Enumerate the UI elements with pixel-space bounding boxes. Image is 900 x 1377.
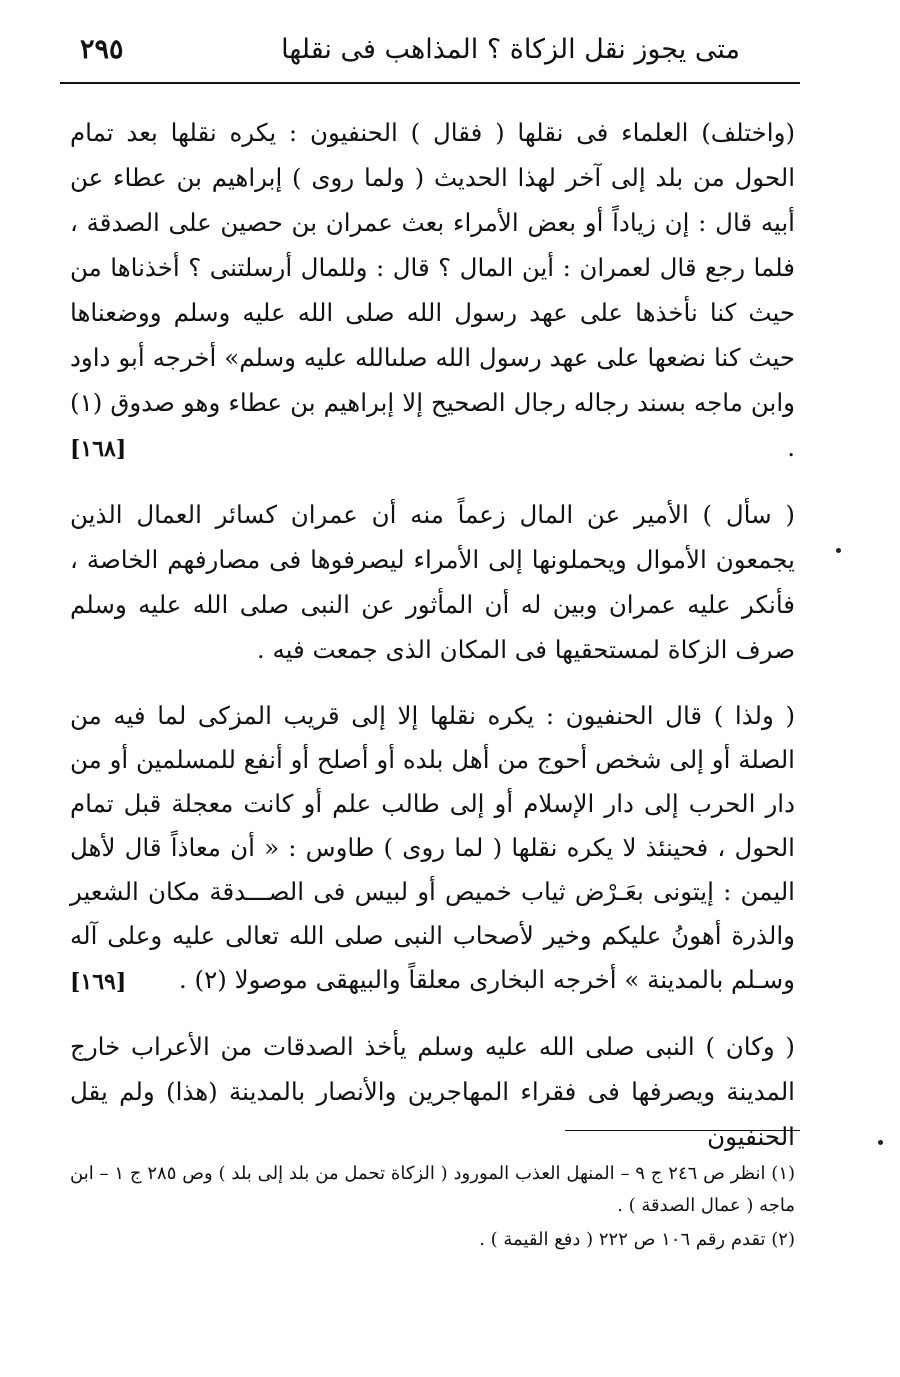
paragraph-2-text: ( سأل ) الأمير عن المال زعماً منه أن عمران كسائر العمال الذين يجمعون الأموال ويحملونها إلى الأمراء ليصرفوها فى مصارفهم الخاصة ، فأنكر عليه عمران وبين له أن المأثور عن النبى صلى الله عليه وسلم صرف الزكاة لمستحقيها فى المكان الذى جمعت فيه . [70, 500, 795, 664]
header-title: متى يجوز نقل الزكاة ؟ المذاهب فى نقلها [281, 34, 740, 65]
footnotes [70, 1158, 795, 1258]
paragraph-3 [70, 694, 795, 1002]
paragraph-2 [70, 492, 795, 672]
main-text [70, 110, 795, 1181]
footnote-1: (١) انظر ص ٢٤٦ ج ٩ – المنهل العذب المورود ( الزكاة تحمل من بلد إلى بلد ) وص ٢٨٥ ج ١ – ابن ماجه ( عمال الصدقة ) . [70, 1163, 796, 1216]
speck-mark [878, 1140, 883, 1145]
speck-mark [836, 548, 841, 553]
paragraph-4 [70, 1024, 795, 1159]
hadith-ref-168: [١٦٨] [70, 436, 127, 462]
paragraph-3-text: ( ولذا ) قال الحنفيون : يكره نقلها إلا إلى قريب المزكى لما فيه من الصلة أو إلى شخص أحوج من أهل بلده أو أصلح أو أنفع للمسلمين أو من دار الحرب إلى دار الإسلام أو إلى طالب علم أو كانت معجلة قبل تمام الحول ، فحينئذ لا يكره نقلها ( لما روى ) طاوس : « أن معاذاً قال لأهل اليمن : إيتونى بعَـرْض ثياب خميص أو لبيس فى الصـــدقة مكان الشعير والذرة أهونُ عليكم وخير لأصحاب النبى صلى الله تعالى عليه وعلى آله وسـلم بالمدينة » أخرجه البخارى معلقاً والبيهقى موصولا (٢) . [70, 701, 795, 994]
running-header [60, 24, 800, 84]
footnote-divider [565, 1130, 800, 1131]
hadith-ref-169: [١٦٩] [70, 969, 127, 995]
paragraph-1 [70, 110, 795, 470]
paragraph-4-text: ( وكان ) النبى صلى الله عليه وسلم يأخذ الصدقات من الأعراب خارج المدينة ويصرفها فى فقراء المهاجرين والأنصار بالمدينة (هذا) ولم يقل الحنفيون [70, 1032, 795, 1151]
footnote-2: (٢) تقدم رقم ١٠٦ ص ٢٢٢ ( دفع القيمة ) . [479, 1229, 795, 1250]
paragraph-1-text: (واختلف) العلماء فى نقلها ( فقال ) الحنفيون : يكره نقلها بعد تمام الحول من بلد إلى آخر لهذا الحديث ( ولما روى ) إبراهيم بن عطاء عن أبيه قال : إن زياداً أو بعض الأمراء بعث عمران بن حصين على الصدقة ، فلما رجع قال لعمران : أين المال ؟ قال : وللمال أرسلتنى ؟ أخذناها من حيث كنا نأخذها على عهد رسول الله صلى الله عليه وسلم ووضعناها حيث كنا نضعها على عهد رسول الله صلىالله عليه وسلم» أخرجه أبو داود وابن ماجه بسند رجاله رجال الصحيح إلا إبراهيم بن عطاء وهو صدوق (١) . [70, 118, 795, 462]
page-number: ٢٩٥ [80, 34, 124, 65]
